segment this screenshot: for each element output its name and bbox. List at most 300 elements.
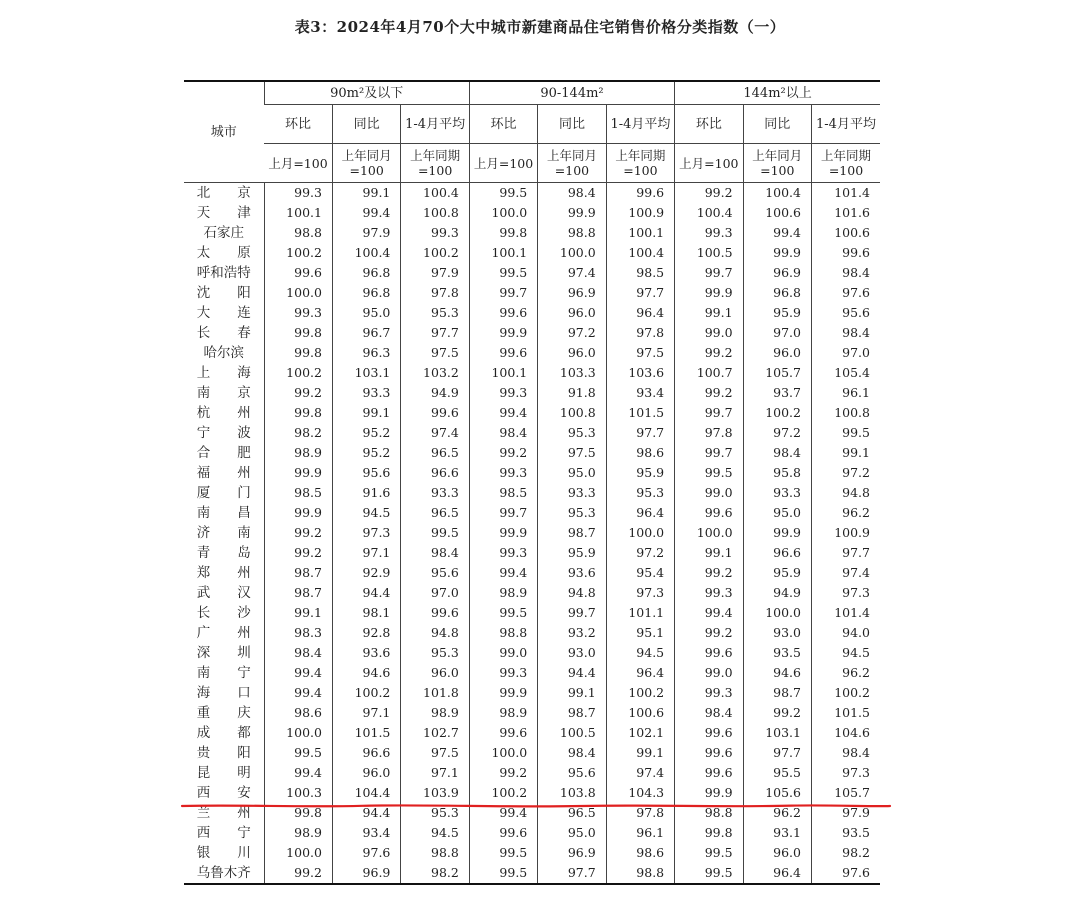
- city-cell: 西 宁: [196, 825, 251, 841]
- value-cell: 97.7: [538, 863, 606, 884]
- value-cell: 99.2: [264, 383, 332, 403]
- table-row: [184, 583, 880, 603]
- value-cell: 96.9: [538, 283, 606, 303]
- table-row: [184, 343, 880, 363]
- table-row: [184, 443, 880, 463]
- value-cell: 99.3: [264, 303, 332, 323]
- value-cell: 96.0: [743, 843, 811, 863]
- value-cell: 94.8: [538, 583, 606, 603]
- value-cell: 97.1: [332, 703, 400, 723]
- value-cell: 94.4: [332, 583, 400, 603]
- value-cell: 103.2: [401, 363, 469, 383]
- value-cell: 98.7: [538, 523, 606, 543]
- value-cell: 95.4: [606, 563, 674, 583]
- value-cell: 94.6: [332, 663, 400, 683]
- metric-header: 环比: [264, 105, 332, 144]
- value-cell: 99.2: [264, 543, 332, 563]
- value-cell: 94.4: [538, 663, 606, 683]
- value-cell: 99.6: [675, 503, 743, 523]
- value-cell: 98.4: [811, 323, 880, 343]
- city-cell: 长 沙: [196, 605, 251, 621]
- value-cell: 98.1: [332, 603, 400, 623]
- value-cell: 98.9: [401, 703, 469, 723]
- value-cell: 99.5: [401, 523, 469, 543]
- value-cell: 100.2: [401, 243, 469, 263]
- table-row: [184, 723, 880, 743]
- value-cell: 93.3: [538, 483, 606, 503]
- value-cell: 99.9: [469, 323, 537, 343]
- value-cell: 93.6: [538, 563, 606, 583]
- city-cell: 呼和浩特: [196, 265, 251, 281]
- table-row: [184, 263, 880, 283]
- value-cell: 98.6: [264, 703, 332, 723]
- value-cell: 101.8: [401, 683, 469, 703]
- city-cell: 天 津: [196, 205, 251, 221]
- value-cell: 99.5: [675, 843, 743, 863]
- city-cell: 哈尔滨: [203, 345, 245, 361]
- value-cell: 100.2: [332, 683, 400, 703]
- value-cell: 93.4: [606, 383, 674, 403]
- value-cell: 98.2: [811, 843, 880, 863]
- value-cell: 99.2: [469, 763, 537, 783]
- value-cell: 97.5: [538, 443, 606, 463]
- value-cell: 99.7: [675, 263, 743, 283]
- value-cell: 93.3: [743, 483, 811, 503]
- city-cell: 济 南: [196, 525, 251, 541]
- value-cell: 97.2: [743, 423, 811, 443]
- city-cell: 青 岛: [196, 545, 251, 561]
- value-cell: 100.0: [606, 523, 674, 543]
- value-cell: 98.5: [469, 483, 537, 503]
- value-cell: 100.0: [743, 603, 811, 623]
- value-cell: 95.0: [332, 303, 400, 323]
- city-cell: 深 圳: [196, 645, 251, 661]
- table-row: [184, 863, 880, 884]
- value-cell: 96.3: [332, 343, 400, 363]
- city-cell: 石家庄: [203, 225, 245, 241]
- value-cell: 95.3: [606, 483, 674, 503]
- value-cell: 96.7: [332, 323, 400, 343]
- value-cell: 100.8: [538, 403, 606, 423]
- value-cell: 94.5: [401, 823, 469, 843]
- value-cell: 95.3: [401, 803, 469, 823]
- value-cell: 96.8: [332, 283, 400, 303]
- value-cell: 99.4: [469, 563, 537, 583]
- value-cell: 97.8: [606, 803, 674, 823]
- value-cell: 99.8: [264, 803, 332, 823]
- value-cell: 99.4: [264, 683, 332, 703]
- value-cell: 96.6: [332, 743, 400, 763]
- value-cell: 95.1: [606, 623, 674, 643]
- value-cell: 99.1: [606, 743, 674, 763]
- value-cell: 100.8: [401, 203, 469, 223]
- value-cell: 97.3: [811, 763, 880, 783]
- value-cell: 99.4: [264, 763, 332, 783]
- value-cell: 102.7: [401, 723, 469, 743]
- value-cell: 99.1: [675, 303, 743, 323]
- city-cell: 合 肥: [196, 445, 251, 461]
- value-cell: 100.9: [811, 523, 880, 543]
- value-cell: 100.2: [743, 403, 811, 423]
- value-cell: 93.5: [811, 823, 880, 843]
- value-cell: 98.6: [606, 443, 674, 463]
- table-row: [184, 683, 880, 703]
- value-cell: 100.2: [264, 243, 332, 263]
- table-row: [184, 423, 880, 443]
- value-cell: 99.9: [264, 463, 332, 483]
- value-cell: 100.1: [469, 243, 537, 263]
- table-row: [184, 363, 880, 383]
- value-cell: 98.5: [264, 483, 332, 503]
- value-cell: 97.4: [606, 763, 674, 783]
- value-cell: 100.0: [538, 243, 606, 263]
- base-header: 上月=100: [469, 144, 537, 183]
- value-cell: 97.7: [811, 543, 880, 563]
- city-cell: 厦 门: [196, 485, 251, 501]
- value-cell: 97.5: [401, 743, 469, 763]
- value-cell: 99.8: [675, 823, 743, 843]
- value-cell: 94.9: [401, 383, 469, 403]
- value-cell: 99.1: [264, 603, 332, 623]
- value-cell: 100.4: [606, 243, 674, 263]
- group-header-large: 144m²以上: [675, 81, 880, 105]
- value-cell: 93.0: [743, 623, 811, 643]
- value-cell: 95.0: [538, 463, 606, 483]
- value-cell: 95.3: [538, 423, 606, 443]
- base-header: 上年同期=100: [606, 144, 674, 183]
- value-cell: 104.6: [811, 723, 880, 743]
- value-cell: 98.3: [264, 623, 332, 643]
- value-cell: 100.2: [606, 683, 674, 703]
- value-cell: 96.0: [743, 343, 811, 363]
- value-cell: 97.7: [401, 323, 469, 343]
- value-cell: 99.4: [332, 203, 400, 223]
- value-cell: 99.6: [675, 763, 743, 783]
- value-cell: 103.9: [401, 783, 469, 803]
- base-header: 上月=100: [264, 144, 332, 183]
- base-header: 上年同月=100: [332, 144, 400, 183]
- value-cell: 94.0: [811, 623, 880, 643]
- value-cell: 100.4: [332, 243, 400, 263]
- value-cell: 100.6: [606, 703, 674, 723]
- value-cell: 97.6: [332, 843, 400, 863]
- metric-header: 环比: [675, 105, 743, 144]
- value-cell: 99.4: [743, 223, 811, 243]
- metric-header: 1-4月平均: [811, 105, 880, 144]
- value-cell: 96.1: [606, 823, 674, 843]
- table-row: [184, 403, 880, 423]
- value-cell: 98.4: [811, 743, 880, 763]
- value-cell: 99.5: [469, 183, 537, 204]
- value-cell: 94.9: [743, 583, 811, 603]
- value-cell: 100.4: [401, 183, 469, 204]
- value-cell: 98.7: [264, 563, 332, 583]
- value-cell: 99.6: [469, 343, 537, 363]
- city-cell: 南 宁: [196, 665, 251, 681]
- value-cell: 93.6: [332, 643, 400, 663]
- value-cell: 105.7: [743, 363, 811, 383]
- value-cell: 99.2: [264, 523, 332, 543]
- value-cell: 101.4: [811, 603, 880, 623]
- value-cell: 100.0: [469, 203, 537, 223]
- value-cell: 99.2: [675, 623, 743, 643]
- value-cell: 95.3: [401, 303, 469, 323]
- value-cell: 99.7: [538, 603, 606, 623]
- value-cell: 97.3: [606, 583, 674, 603]
- value-cell: 93.2: [538, 623, 606, 643]
- value-cell: 97.6: [811, 863, 880, 884]
- table-row: [184, 563, 880, 583]
- city-cell: 南 京: [196, 385, 251, 401]
- value-cell: 100.6: [743, 203, 811, 223]
- header-base-row: [184, 144, 880, 183]
- value-cell: 96.1: [811, 383, 880, 403]
- value-cell: 100.1: [264, 203, 332, 223]
- table-row: [184, 783, 880, 803]
- value-cell: 93.3: [332, 383, 400, 403]
- value-cell: 97.2: [811, 463, 880, 483]
- table-row: [184, 503, 880, 523]
- value-cell: 95.3: [401, 643, 469, 663]
- value-cell: 97.3: [811, 583, 880, 603]
- value-cell: 100.1: [606, 223, 674, 243]
- value-cell: 99.8: [264, 323, 332, 343]
- value-cell: 99.6: [675, 643, 743, 663]
- value-cell: 95.3: [538, 503, 606, 523]
- value-cell: 99.4: [469, 803, 537, 823]
- table-row: [184, 623, 880, 643]
- value-cell: 100.0: [264, 283, 332, 303]
- value-cell: 93.4: [332, 823, 400, 843]
- value-cell: 99.2: [743, 703, 811, 723]
- value-cell: 98.8: [606, 863, 674, 884]
- value-cell: 98.9: [264, 823, 332, 843]
- value-cell: 96.4: [606, 503, 674, 523]
- value-cell: 96.6: [743, 543, 811, 563]
- value-cell: 96.9: [538, 843, 606, 863]
- value-cell: 98.9: [469, 703, 537, 723]
- value-cell: 97.7: [743, 743, 811, 763]
- value-cell: 97.5: [606, 343, 674, 363]
- value-cell: 99.0: [675, 663, 743, 683]
- value-cell: 99.6: [469, 723, 537, 743]
- value-cell: 100.6: [811, 223, 880, 243]
- value-cell: 98.8: [264, 223, 332, 243]
- value-cell: 101.5: [606, 403, 674, 423]
- value-cell: 97.2: [606, 543, 674, 563]
- city-cell: 太 原: [196, 245, 251, 261]
- value-cell: 100.5: [538, 723, 606, 743]
- value-cell: 99.6: [675, 743, 743, 763]
- table-row: [184, 463, 880, 483]
- value-cell: 99.6: [675, 723, 743, 743]
- value-cell: 99.6: [401, 603, 469, 623]
- value-cell: 98.6: [606, 843, 674, 863]
- value-cell: 96.2: [811, 503, 880, 523]
- value-cell: 100.2: [264, 363, 332, 383]
- table-row: [184, 183, 880, 204]
- value-cell: 101.4: [811, 183, 880, 204]
- value-cell: 98.7: [538, 703, 606, 723]
- value-cell: 97.2: [538, 323, 606, 343]
- value-cell: 96.0: [538, 343, 606, 363]
- value-cell: 93.5: [743, 643, 811, 663]
- value-cell: 99.0: [675, 483, 743, 503]
- value-cell: 99.5: [469, 263, 537, 283]
- value-cell: 100.8: [811, 403, 880, 423]
- value-cell: 99.8: [264, 343, 332, 363]
- table-row: [184, 703, 880, 723]
- value-cell: 100.0: [469, 743, 537, 763]
- value-cell: 98.9: [264, 443, 332, 463]
- value-cell: 103.6: [606, 363, 674, 383]
- table-row: [184, 663, 880, 683]
- value-cell: 100.0: [675, 523, 743, 543]
- value-cell: 94.5: [606, 643, 674, 663]
- value-cell: 96.9: [332, 863, 400, 884]
- value-cell: 96.0: [332, 763, 400, 783]
- value-cell: 98.8: [469, 623, 537, 643]
- value-cell: 97.9: [811, 803, 880, 823]
- value-cell: 95.6: [401, 563, 469, 583]
- page-title: 表3：2024年4月70个大中城市新建商品住宅销售价格分类指数（一）: [294, 18, 786, 36]
- city-cell: 福 州: [196, 465, 251, 481]
- city-cell: 南 昌: [196, 505, 251, 521]
- value-cell: 97.5: [401, 343, 469, 363]
- value-cell: 97.8: [606, 323, 674, 343]
- value-cell: 98.4: [675, 703, 743, 723]
- base-header: 上年同期=100: [811, 144, 880, 183]
- city-cell: 兰 州: [196, 805, 251, 821]
- city-cell: 海 口: [196, 685, 251, 701]
- base-header: 上年同期=100: [401, 144, 469, 183]
- value-cell: 99.6: [401, 403, 469, 423]
- metric-header: 环比: [469, 105, 537, 144]
- value-cell: 99.3: [469, 663, 537, 683]
- value-cell: 100.1: [469, 363, 537, 383]
- value-cell: 99.6: [606, 183, 674, 204]
- value-cell: 99.2: [469, 443, 537, 463]
- value-cell: 97.8: [675, 423, 743, 443]
- value-cell: 99.5: [675, 863, 743, 884]
- value-cell: 99.4: [675, 603, 743, 623]
- value-cell: 99.3: [675, 583, 743, 603]
- value-cell: 99.0: [469, 643, 537, 663]
- city-cell: 银 川: [196, 845, 251, 861]
- value-cell: 97.6: [811, 283, 880, 303]
- value-cell: 95.0: [743, 503, 811, 523]
- value-cell: 97.3: [332, 523, 400, 543]
- value-cell: 100.0: [264, 723, 332, 743]
- table-row: [184, 323, 880, 343]
- value-cell: 99.6: [264, 263, 332, 283]
- value-cell: 100.7: [675, 363, 743, 383]
- value-cell: 95.6: [538, 763, 606, 783]
- city-cell: 上 海: [196, 365, 251, 381]
- value-cell: 99.3: [401, 223, 469, 243]
- value-cell: 99.1: [332, 403, 400, 423]
- value-cell: 99.6: [469, 823, 537, 843]
- city-cell: 重 庆: [196, 705, 251, 721]
- value-cell: 99.2: [675, 563, 743, 583]
- value-cell: 98.8: [538, 223, 606, 243]
- value-cell: 97.7: [606, 423, 674, 443]
- value-cell: 99.1: [332, 183, 400, 204]
- value-cell: 100.9: [606, 203, 674, 223]
- value-cell: 99.8: [264, 403, 332, 423]
- value-cell: 93.0: [538, 643, 606, 663]
- table-row: [184, 603, 880, 623]
- value-cell: 99.8: [469, 223, 537, 243]
- value-cell: 99.9: [538, 203, 606, 223]
- value-cell: 95.9: [743, 563, 811, 583]
- value-cell: 103.3: [538, 363, 606, 383]
- metric-header: 同比: [538, 105, 606, 144]
- value-cell: 94.8: [811, 483, 880, 503]
- value-cell: 98.8: [401, 843, 469, 863]
- value-cell: 100.3: [264, 783, 332, 803]
- metric-header: 同比: [332, 105, 400, 144]
- value-cell: 98.2: [264, 423, 332, 443]
- value-cell: 98.4: [401, 543, 469, 563]
- value-cell: 99.3: [264, 183, 332, 204]
- value-cell: 92.8: [332, 623, 400, 643]
- city-cell: 北 京: [196, 185, 251, 201]
- value-cell: 97.4: [538, 263, 606, 283]
- city-column-header: 城市: [184, 81, 264, 183]
- value-cell: 99.4: [264, 663, 332, 683]
- table-row: [184, 243, 880, 263]
- value-cell: 95.9: [606, 463, 674, 483]
- value-cell: 99.3: [469, 383, 537, 403]
- table-row: [184, 203, 880, 223]
- value-cell: 99.2: [675, 343, 743, 363]
- value-cell: 100.0: [264, 843, 332, 863]
- value-cell: 99.2: [675, 183, 743, 204]
- value-cell: 104.3: [606, 783, 674, 803]
- base-header: 上年同月=100: [538, 144, 606, 183]
- city-cell: 贵 阳: [196, 745, 251, 761]
- value-cell: 99.9: [675, 783, 743, 803]
- city-cell: 西 安: [196, 785, 251, 801]
- value-cell: 94.8: [401, 623, 469, 643]
- value-cell: 98.7: [743, 683, 811, 703]
- city-cell: 广 州: [196, 625, 251, 641]
- value-cell: 99.2: [675, 383, 743, 403]
- metric-header: 1-4月平均: [606, 105, 674, 144]
- value-cell: 101.5: [811, 703, 880, 723]
- value-cell: 103.8: [538, 783, 606, 803]
- table-row: [184, 743, 880, 763]
- value-cell: 99.4: [469, 403, 537, 423]
- value-cell: 99.5: [469, 863, 537, 884]
- value-cell: 98.4: [469, 423, 537, 443]
- table-row: [184, 483, 880, 503]
- value-cell: 95.2: [332, 423, 400, 443]
- value-cell: 97.4: [811, 563, 880, 583]
- value-cell: 99.9: [675, 283, 743, 303]
- city-cell: 成 都: [196, 725, 251, 741]
- value-cell: 101.1: [606, 603, 674, 623]
- base-header: 上月=100: [675, 144, 743, 183]
- value-cell: 99.5: [469, 603, 537, 623]
- value-cell: 96.4: [606, 663, 674, 683]
- value-cell: 100.4: [675, 203, 743, 223]
- value-cell: 96.0: [538, 303, 606, 323]
- value-cell: 97.0: [743, 323, 811, 343]
- header-metric-row: [184, 105, 880, 144]
- value-cell: 105.6: [743, 783, 811, 803]
